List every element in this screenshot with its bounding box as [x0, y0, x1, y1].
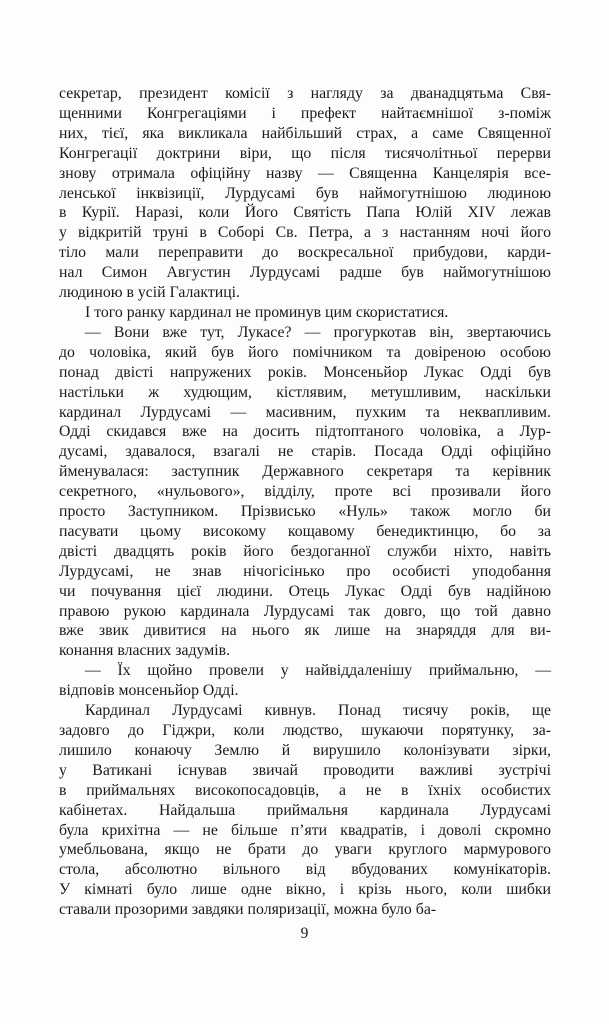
text-line: чи почування цієї людини. Отець Лукас Одді був надійною [59, 582, 551, 600]
text-line: секретного, «нульового», відділу, проте всі прозивали його [59, 483, 551, 501]
text-line: Конгрегації доктрини віри, що після тисячолітньої перерви [59, 144, 551, 162]
text-block [59, 84, 551, 920]
text-line: йменувалася: заступник Державного секретаря та керівник [59, 463, 551, 481]
text-line: Лурдусамі, не знав нічогісінько про особисті уподобання [59, 562, 551, 580]
text-line: ставали прозорими завдяки поляризації, можна було ба- [59, 901, 437, 919]
text-line: правою рукою кардинала Лурдусамі так довго, що той давно [59, 602, 551, 620]
text-line: У кімнаті було лише одне вікно, і крізь нього, коли шибки [59, 881, 551, 899]
text-line: — Їх щойно провели у найвіддаленішу приймальню, — [85, 662, 551, 680]
text-line: у Ватикані існував звичай проводити важливі зустрічі [59, 761, 551, 779]
text-line: щенними Конгрегаціями і префект найтаємнішої з-поміж [59, 104, 551, 122]
text-line: умебльована, якщо не брати до уваги круглого мармурового [59, 841, 551, 859]
text-line: кабінетах. Найдальша приймальня кардинала Лурдусамі [59, 801, 551, 819]
text-line: пасувати цьому високому кощавому бенедиктинцю, бо за [59, 522, 551, 540]
paragraph [59, 701, 551, 920]
text-line: лишило конаючу Землю й вирушило колонізувати зірки, [59, 741, 551, 759]
text-line: понад двісті напружених років. Монсеньйор Лукас Одді був [59, 363, 551, 381]
page-number: 9 [300, 925, 309, 942]
text-line: Кардинал Лурдусамі кивнув. Понад тисячу років, ще [85, 702, 551, 720]
text-line: задовго до Гіджри, коли людство, шукаючи порятунку, за- [59, 722, 551, 739]
text-line: них, тієї, яка викликала найбільший страх, а саме Священної [59, 124, 551, 142]
text-line: ленської інквізиції, Лурдусамі був наймогутнішою людиною [59, 184, 551, 202]
text-line: в приймальнях високопосадовців, а не в їхніх особистих [59, 781, 551, 799]
text-line: у відкритій труні в Соборі Св. Петра, а з настанням ночі його [59, 224, 551, 242]
text-line: двісті двадцять років його бездоганної служби ніхто, навіть [59, 542, 551, 560]
text-line: стола, абсолютно вільного від вбудованих комунікаторів. [59, 861, 551, 879]
text-line: нал Симон Августин Лурдусамі радше був наймогутнішою [59, 264, 551, 282]
text-line: настільки ж худющим, кістлявим, метушливим, наскільки [59, 383, 551, 401]
paragraph [59, 303, 551, 323]
text-line: секретар, президент комісії з нагляду за дванадцятьма Свя- [59, 85, 551, 102]
paragraph [59, 661, 551, 701]
text-line: людиною в усій Галактиці. [59, 284, 240, 302]
paragraph [59, 84, 551, 303]
text-line: відповів монсеньйор Одді. [59, 682, 239, 700]
text-line: — Вони вже тут, Лукасе? — прогуркотав він, звертаючись [85, 323, 551, 341]
text-line: Одді скидався вже на досить підтоптаного чоловіка, а Лур- [59, 423, 551, 441]
text-line: тіло мали переправити до воскресальної прибудови, карди- [59, 244, 551, 262]
text-line: знову отримала офіційну назву — Священна Канцелярія все- [59, 164, 551, 182]
text-line: була крихітна — не більше п’яти квадратів, і доволі скромно [59, 821, 551, 839]
text-line: вже звик дивитися на нього як лише на знаряддя для ви- [59, 622, 551, 640]
text-line: кардинал Лурдусамі — масивним, пухким та неквапливим. [59, 403, 551, 421]
text-line: до чоловіка, який був його помічником та довіреною особою [59, 343, 551, 361]
text-line: І того ранку кардинал не проминув цим скористатися. [85, 303, 449, 321]
text-line: просто Заступником. Прізвисько «Нуль» також могло би [59, 503, 551, 521]
text-line: в Курії. Наразі, коли Його Святість Папа Юлій XIV лежав [59, 204, 551, 222]
text-line: конання власних задумів. [59, 642, 231, 660]
paragraph [59, 323, 551, 661]
text-line: дусамі, здавалося, взагалі не старів. Посада Одді офіційно [59, 443, 551, 461]
